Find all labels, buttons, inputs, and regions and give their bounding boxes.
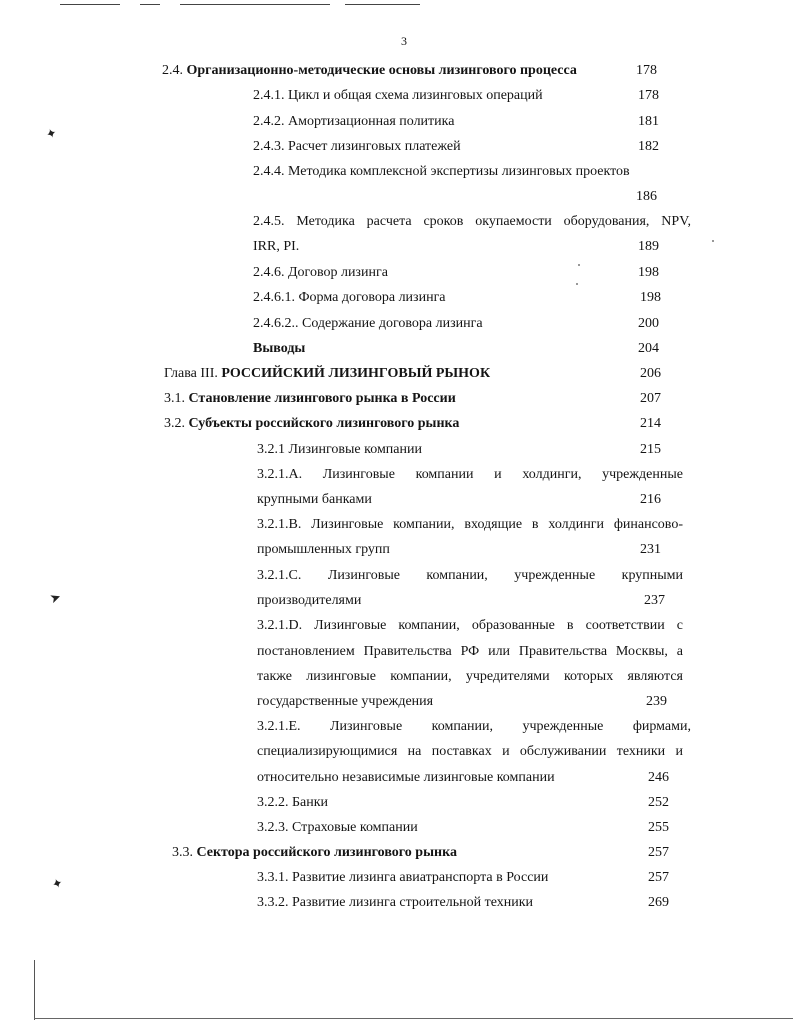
toc-subsection: 3.3.2. Развитие лизинга строительной техники xyxy=(257,895,534,910)
toc-section-heading xyxy=(164,415,459,433)
toc-section-title: Сектора российского лизингового рынка xyxy=(196,845,457,860)
toc-page-number: 198 xyxy=(640,290,661,305)
toc-subsection: 3.2.1 Лизинговые компании xyxy=(257,442,422,457)
toc-subsection: 3.3.1. Развитие лизинга авиатранспорта в России xyxy=(257,870,549,885)
scan-speck xyxy=(578,264,580,266)
toc-section-prefix: 3.1. xyxy=(164,391,189,406)
toc-section-heading xyxy=(172,844,457,862)
toc-subsection: 3.2.1.Е. Лизинговые компании, учрежденные фирмами, xyxy=(257,719,691,734)
toc-page-number: 269 xyxy=(648,895,669,910)
toc-subsection-cont: постановлением Правительства РФ или Правительства Москвы, а xyxy=(257,644,683,659)
toc-page-number: 237 xyxy=(644,593,665,608)
toc-page-number: 204 xyxy=(638,341,659,356)
scan-speck xyxy=(712,240,714,242)
toc-page-number: 246 xyxy=(648,770,669,785)
toc-subsection-cont: относительно независимые лизинговые компании xyxy=(257,770,555,785)
toc-section-heading xyxy=(164,390,456,408)
toc-page-number: 231 xyxy=(640,542,661,557)
toc-subsection-cont: IRR, PI. xyxy=(253,239,300,254)
toc-page-number: 252 xyxy=(648,795,669,810)
toc-chapter-prefix: Глава III. xyxy=(164,366,222,381)
toc-page-number: 178 xyxy=(636,63,657,78)
scan-edge-line xyxy=(140,4,160,5)
scan-speck xyxy=(576,283,578,285)
scan-edge-line xyxy=(60,4,120,5)
toc-subsection-cont: промышленных групп xyxy=(257,542,390,557)
toc-page-number: 181 xyxy=(638,114,659,129)
toc-section-prefix: 2.4. xyxy=(162,63,187,78)
toc-section-title: Субъекты российского лизингового рынка xyxy=(188,416,460,431)
toc-subsection: 2.4.1. Цикл и общая схема лизинговых операций xyxy=(253,88,543,103)
toc-page-number: 198 xyxy=(638,265,659,280)
binder-hole-mark: ➤ xyxy=(47,588,63,607)
toc-subsection: 2.4.4. Методика комплексной экспертизы лизинговых проектов xyxy=(253,164,630,179)
toc-page-number: 215 xyxy=(640,442,661,457)
toc-page-number: 206 xyxy=(640,366,661,381)
toc-page-number: 214 xyxy=(640,416,661,431)
scan-edge-line xyxy=(180,4,330,5)
page-number: 3 xyxy=(401,34,407,48)
toc-page-number: 239 xyxy=(646,694,667,709)
toc-subsection: 3.2.1.D. Лизинговые компании, образованные в соответствии с xyxy=(257,618,683,633)
toc-chapter-title: РОССИЙСКИЙ ЛИЗИНГОВЫЙ РЫНОК xyxy=(221,366,491,381)
toc-subsection: 2.4.6.2.. Содержание договора лизинга xyxy=(253,316,483,331)
toc-subsection: 2.4.6. Договор лизинга xyxy=(253,265,388,280)
toc-subsection: 3.2.1.А. Лизинговые компании и холдинги, учрежденные xyxy=(257,467,683,482)
toc-subsection-cont: также лизинговые компании, учредителями которых являются xyxy=(257,669,683,684)
toc-section-title: Организационно-методические основы лизингового процесса xyxy=(186,63,577,78)
toc-page-number: 178 xyxy=(638,88,659,103)
toc-page-number: 257 xyxy=(648,845,669,860)
toc-subsection: 3.2.1.В. Лизинговые компании, входящие в холдинги финансово- xyxy=(257,517,683,532)
toc-subsection: 2.4.3. Расчет лизинговых платежей xyxy=(253,139,461,154)
toc-page-number: 182 xyxy=(638,139,659,154)
scan-edge-line xyxy=(345,4,420,5)
toc-subsection-cont: производителями xyxy=(257,593,362,608)
toc-page-number: 200 xyxy=(638,316,659,331)
toc-page-number: 216 xyxy=(640,492,661,507)
toc-subsection: 3.2.2. Банки xyxy=(257,795,329,810)
toc-page-number: 186 xyxy=(636,189,657,204)
toc-section-prefix: 3.2. xyxy=(164,416,189,431)
toc-subsection: 2.4.5. Методика расчета сроков окупаемости оборудования, NPV, xyxy=(253,214,691,229)
binder-hole-mark: ✦ xyxy=(43,124,59,143)
toc-subsection-cont: крупными банками xyxy=(257,492,372,507)
toc-page-number: 189 xyxy=(638,239,659,254)
toc-page-number: 255 xyxy=(648,820,669,835)
toc-conclusions: Выводы xyxy=(253,341,306,356)
toc-page-number: 207 xyxy=(640,391,661,406)
toc-page-number: 257 xyxy=(648,870,669,885)
scan-edge-line xyxy=(34,960,35,1020)
binder-hole-mark: ✦ xyxy=(49,874,65,893)
toc-subsection: 3.2.3. Страховые компании xyxy=(257,820,418,835)
toc-subsection-cont: государственные учреждения xyxy=(257,694,434,709)
toc-subsection-cont: специализирующимися на поставках и обслуживании техники и xyxy=(257,744,683,759)
toc-subsection: 2.4.2. Амортизационная политика xyxy=(253,114,455,129)
toc-chapter-heading xyxy=(164,365,490,383)
toc-subsection: 3.2.1.С. Лизинговые компании, учрежденные крупными xyxy=(257,568,683,583)
toc-section-heading xyxy=(162,62,577,80)
toc-subsection: 2.4.6.1. Форма договора лизинга xyxy=(253,290,446,305)
toc-section-prefix: 3.3. xyxy=(172,845,197,860)
scan-edge-line xyxy=(34,1018,793,1019)
toc-section-title: Становление лизингового рынка в России xyxy=(188,391,456,406)
